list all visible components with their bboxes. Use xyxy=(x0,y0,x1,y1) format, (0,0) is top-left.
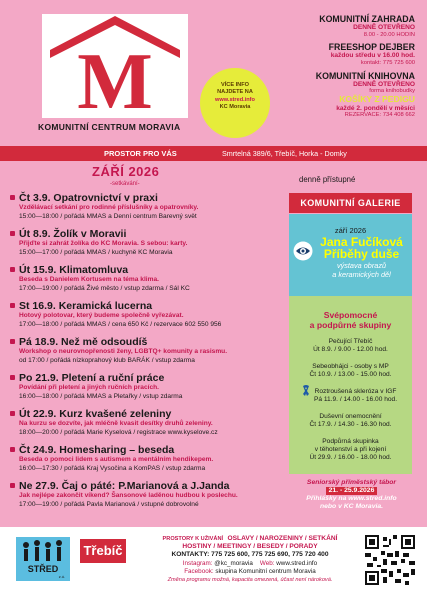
baskets-time: každé 2. pondělí v měsíci xyxy=(336,104,415,112)
event-desc: Beseda o pomoci lidem s autismem a mentálním hendikepem. xyxy=(19,456,214,463)
stred-logo-text: STŘED xyxy=(27,564,59,574)
event-item xyxy=(10,408,285,437)
group-time: Čt 10.9. / 13.00 - 15.00 hod. xyxy=(309,371,392,378)
camp-line: Přihlášky na www.stred.info xyxy=(306,495,397,502)
event-item xyxy=(10,372,285,401)
logo-letter: M xyxy=(77,38,153,120)
garden-open: DENNĚ OTEVŘENO xyxy=(353,24,415,32)
support-group xyxy=(289,413,412,429)
support-heading xyxy=(289,310,412,330)
web-link[interactable]: www.stred.info xyxy=(276,559,318,567)
garden-title: KOMUNITNÍ ZAHRADA xyxy=(319,14,415,24)
event-title: Út 22.9. Kurz kvašené zeleniny xyxy=(10,408,285,420)
event-desc: Hotový polotovar, který budeme společně vyřezávat. xyxy=(19,312,184,319)
event-item xyxy=(10,228,285,257)
event-title: Pá 18.9. Než mě odsoudíš xyxy=(10,336,285,348)
group-time: Út 8.9. / 9.00 - 12.00 hod. xyxy=(313,346,388,353)
trebic-logo: Třebíč xyxy=(80,539,126,563)
stred-logo-sub: z.ú. xyxy=(58,574,66,579)
freeshop-contact: kontakt: 775 725 600 xyxy=(360,60,415,67)
group-time: Čt 17.9. / 14.30 - 16.30 hod. xyxy=(309,421,392,428)
event-desc: Přijďte si zahrát žolíka do KC Moravia. S sebou: karty. xyxy=(19,240,188,247)
group-name: Roztroušená skleróza v IGF xyxy=(314,388,397,395)
badge-line: VÍCE INFO xyxy=(221,82,249,88)
footer-contacts: KONTAKTY: 775 725 600, 775 725 690, 775 720 400 xyxy=(171,551,329,559)
spaces-list: HOSTINY / MEETINGY / BESEDY / PORADY xyxy=(182,543,318,551)
badge-line: KC Moravia xyxy=(219,103,251,110)
support-group xyxy=(289,438,412,462)
event-info: 17:00—18:00 / pořádá MMAS / cena 650 Kč / rezervace 602 550 956 xyxy=(19,320,222,328)
event-info: 15:00—17:00 / pořádá MMAS / kuchyně KC Moravia xyxy=(19,248,173,256)
camp-line: nebo v KC Moravia. xyxy=(319,503,384,510)
web-label: Web: xyxy=(259,559,275,567)
event-title: Čt 24.9. Homesharing – beseda xyxy=(10,444,285,456)
band-address: Smrtelná 389/6, Třebíč, Horka - Domky xyxy=(222,149,347,158)
camp-dates: 21. - 25.9.2026 xyxy=(326,487,378,495)
qr-code[interactable] xyxy=(365,535,415,585)
services-list xyxy=(265,14,415,119)
event-title: Čt 3.9. Opatrovnictví v praxi xyxy=(10,192,285,204)
event-info: od 17:00 / pořádá nízkoprahový klub BARÁK / vstup zdarma xyxy=(19,356,195,364)
event-item xyxy=(10,192,285,221)
event-info: 16:00—17:30 / pořádá Kraj Vysočina a KomPAS / vstup zdarma xyxy=(19,464,206,472)
footer xyxy=(0,527,427,600)
group-name: Duševní onemocnění xyxy=(319,413,382,420)
group-time: Út 29.9. / 16.00 - 18.00 hod. xyxy=(309,454,392,461)
gallery-artist xyxy=(313,236,410,260)
gallery-dates: září 2026 xyxy=(334,226,367,235)
instagram-label: Instagram: xyxy=(182,559,213,567)
freeshop-time: každou středu v 16.00 hod. xyxy=(330,52,415,60)
event-item xyxy=(10,336,285,365)
event-title: Út 15.9. Klimatomluva xyxy=(10,264,285,276)
badge-url[interactable]: www.stred.info xyxy=(215,96,255,103)
library-form: forma knihobudky xyxy=(369,88,415,95)
stred-logo xyxy=(16,537,70,581)
spaces-list: OSLAVY / NAROZENINY / SETKÁNÍ xyxy=(227,535,338,542)
footer-disclaimer: Změna programu možná, kapacita omezená, účast není nároková. xyxy=(167,577,333,584)
event-desc: Workshop o neurovnopřenosti ženy, LGBTQ+ komunity a rasismu. xyxy=(19,348,228,355)
group-name: Sebeobhájci - osoby s MP xyxy=(312,363,389,370)
event-item xyxy=(10,480,285,509)
event-desc: Vzdělávací setkání pro rodinné příslušníky a opatrovníky. xyxy=(19,204,199,211)
gallery-subtitle xyxy=(313,261,410,279)
senior-camp xyxy=(284,479,419,511)
group-name: Podpůrná skupinka xyxy=(322,438,379,445)
instagram-link[interactable]: @kc_moravia xyxy=(214,559,253,567)
band-left: PROSTOR PRO VÁS xyxy=(104,149,177,158)
event-title: Ne 27.9. Čaj o páté: P.Marianová a J.Janda xyxy=(10,480,285,492)
event-desc: Povídání při pletení a jiných ručních pracích. xyxy=(19,384,159,391)
support-heading-line: Svépomocné xyxy=(323,310,378,320)
freeshop-title: FREESHOP DEJBER xyxy=(328,42,415,53)
event-desc: Jak nejlépe zakončit víkend? Šansonové laděnou hudbou k poslechu. xyxy=(19,492,238,499)
support-heading-line: a podpůrné skupiny xyxy=(309,320,392,330)
support-group xyxy=(289,338,412,354)
moravia-logo xyxy=(40,12,190,120)
group-time: Pá 11.9. / 14.00 - 16.00 hod. xyxy=(313,396,398,403)
garden-hours: 8.00 - 20.00 HODIN xyxy=(363,31,415,38)
event-info: 17:00—19:00 / pořádá Živé město / vstup zdarma / Sál KC xyxy=(19,284,190,292)
camp-heading: Seniorský příměstský tábor xyxy=(306,479,397,486)
badge-line: NAJDETE NA xyxy=(217,89,253,96)
support-group xyxy=(289,388,412,404)
gallery-artist-name: Jana Fučíková xyxy=(320,235,403,249)
gallery-heading: KOMUNITNÍ GALERIE xyxy=(289,193,412,213)
group-name: Pečující Třebíč xyxy=(328,338,373,345)
group-name-line2: v těhotenství a při kojení xyxy=(314,446,387,453)
event-info: 15:00—18:00 / pořádá MMAS a Denní centrum Barevný svět xyxy=(19,212,197,220)
info-band xyxy=(0,146,427,161)
gallery-box xyxy=(289,214,412,296)
library-open: DENNĚ OTEVŘENO xyxy=(353,80,415,88)
gallery-open-label: denně přístupné xyxy=(299,175,356,184)
event-title: St 16.9. Keramická lucerna xyxy=(10,300,285,312)
support-groups-box xyxy=(289,296,412,474)
baskets-title: KOŠÍKY Z PEDIGU xyxy=(339,94,415,105)
event-item xyxy=(10,300,285,329)
event-info: 16:00—18:00 / pořádá MMAS a Pletařky / vstup zdarma xyxy=(19,392,183,400)
spaces-label: PROSTORY K UŽIVÁNÍ xyxy=(162,536,224,542)
support-group xyxy=(289,363,412,379)
event-desc: Beseda s Danielem Kortusem na téma klima. xyxy=(19,276,159,283)
facebook-label: Facebook: xyxy=(184,567,214,575)
event-desc: Na kurzu se dozvíte, jak mléčně kvasit desítky druhů zeleniny. xyxy=(19,420,213,427)
gallery-sub-line: výstava obrazů xyxy=(336,261,387,270)
facebook-link[interactable]: skupina Komunitní centrum Moravia xyxy=(215,567,316,575)
info-badge[interactable] xyxy=(200,68,270,138)
event-title: Po 21.9. Pletení a ruční práce xyxy=(10,372,285,384)
gallery-sub-line: a keramických děl xyxy=(332,270,391,279)
event-item xyxy=(10,264,285,293)
baskets-reservation: REZERVACE: 734 408 662 xyxy=(344,112,415,119)
event-info: 17:00—19:00 / pořádá Pavla Marianová / vstupné dobrovolné xyxy=(19,500,199,508)
event-item xyxy=(10,444,285,473)
eye-icon xyxy=(293,241,313,261)
library-title: KOMUNITNÍ KNIHOVNA xyxy=(315,70,415,81)
program-subtitle: -setkávání- xyxy=(110,181,140,187)
org-name: KOMUNITNÍ CENTRUM MORAVIA xyxy=(38,122,181,132)
event-title: Út 8.9. Žolík v Moravii xyxy=(10,228,285,240)
footer-info xyxy=(134,532,366,584)
program-month: ZÁŘÍ 2026 xyxy=(92,164,160,179)
gallery-exhibition-title: Příběhy duše xyxy=(323,247,400,261)
event-info: 18:00—20:00 / pořádá Marie Kyselová / registrace www.kyselove.cz xyxy=(19,428,218,436)
